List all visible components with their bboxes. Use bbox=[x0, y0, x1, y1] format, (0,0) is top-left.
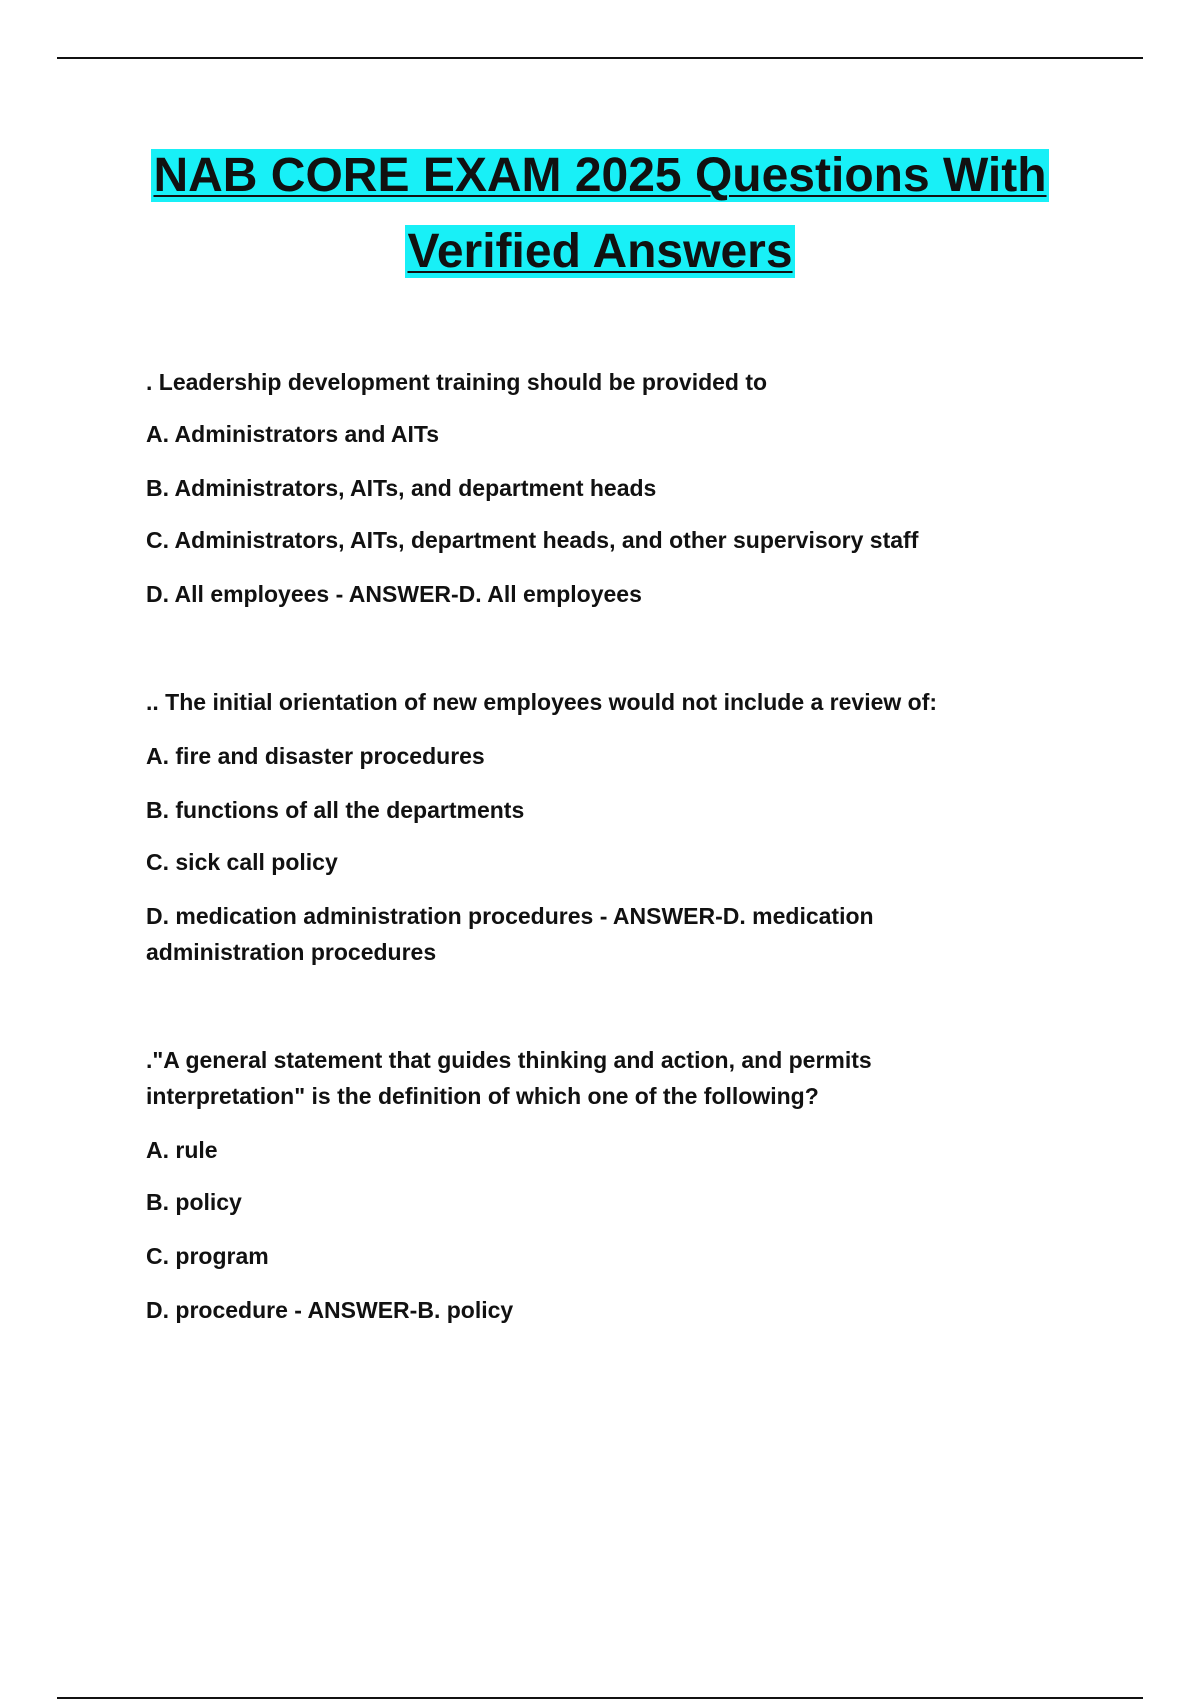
question-2-option-c: C. sick call policy bbox=[146, 849, 338, 875]
question-2-prompt: .. The initial orientation of new employees would not include a review of: bbox=[146, 689, 938, 715]
question-1-option-c: C. Administrators, AITs, department heads, and other supervisory staff bbox=[146, 527, 919, 553]
document-title bbox=[0, 138, 1200, 290]
question-1-prompt: . Leadership development training should be provided to bbox=[146, 369, 768, 395]
question-2-option-b: B. functions of all the departments bbox=[146, 797, 525, 823]
question-3-option-b: B. policy bbox=[146, 1189, 242, 1215]
header-rule bbox=[57, 57, 1143, 59]
question-2-option-d-answer: D. medication administration procedures - ANSWER-D. medication administration procedures bbox=[146, 903, 874, 965]
title-line-1: NAB CORE EXAM 2025 Questions With bbox=[153, 149, 1047, 202]
footer-rule bbox=[57, 1697, 1143, 1699]
question-3-option-d-answer: D. procedure - ANSWER-B. policy bbox=[146, 1297, 514, 1323]
question-3-option-a: A. rule bbox=[146, 1137, 218, 1163]
question-1-option-b: B. Administrators, AITs, and department heads bbox=[146, 475, 657, 501]
question-3-option-c: C. program bbox=[146, 1243, 269, 1269]
question-1-option-a: A. Administrators and AITs bbox=[146, 421, 440, 447]
question-3-prompt: ."A general statement that guides thinking and action, and permits interpretation" is the definition of which one of the following? bbox=[146, 1047, 872, 1109]
question-2-option-a: A. fire and disaster procedures bbox=[146, 743, 485, 769]
title-line-2: Verified Answers bbox=[407, 225, 793, 278]
question-1-option-d-answer: D. All employees - ANSWER-D. All employees bbox=[146, 581, 642, 607]
